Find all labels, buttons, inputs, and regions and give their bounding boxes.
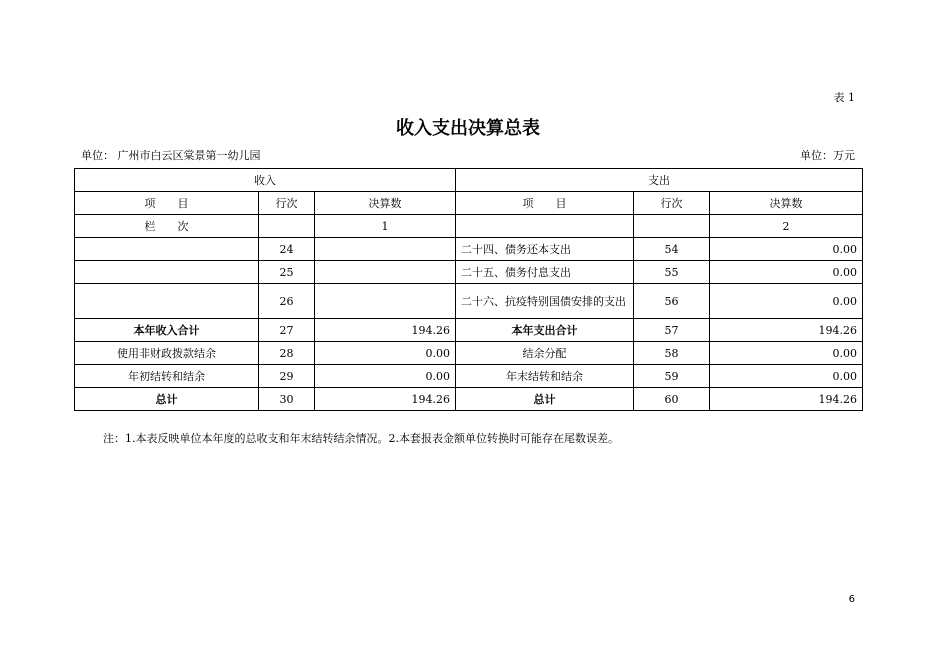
income-row-no: 26	[259, 284, 315, 319]
expense-amount: 0.00	[710, 238, 863, 261]
income-amount-header: 决算数	[315, 192, 456, 215]
expense-item: 本年支出合计	[456, 319, 634, 342]
income-expense-table	[74, 168, 863, 411]
income-row-no: 28	[259, 342, 315, 365]
table-row	[75, 261, 863, 284]
income-item: 年初结转和结余	[75, 365, 259, 388]
page-number: 6	[848, 594, 855, 605]
page-title: 收入支出决算总表	[396, 118, 540, 139]
table-row	[75, 284, 863, 319]
income-amount	[315, 238, 456, 261]
table-row-annual-total	[75, 319, 863, 342]
table-header-row-column-index	[75, 215, 863, 238]
income-amount	[315, 261, 456, 284]
unit-label-organization: 单位： 广州市白云区棠景第一幼儿园	[81, 149, 261, 162]
column-index-1: 1	[315, 215, 456, 238]
expense-item: 总计	[456, 388, 634, 411]
table-header-row-sections	[75, 169, 863, 192]
income-row-no: 29	[259, 365, 315, 388]
expense-item: 结余分配	[456, 342, 634, 365]
table-row	[75, 342, 863, 365]
expense-amount: 0.00	[710, 284, 863, 319]
income-amount: 194.26	[315, 388, 456, 411]
income-section-header: 收入	[75, 169, 456, 192]
table-row	[75, 238, 863, 261]
income-item	[75, 238, 259, 261]
expense-row-no: 58	[634, 342, 710, 365]
expense-item: 二十五、债务付息支出	[456, 261, 634, 284]
income-row-no-header: 行次	[259, 192, 315, 215]
expense-amount: 194.26	[710, 319, 863, 342]
expense-row-no: 55	[634, 261, 710, 284]
expense-amount-header: 决算数	[710, 192, 863, 215]
expense-row-no: 60	[634, 388, 710, 411]
expense-item: 二十四、债务还本支出	[456, 238, 634, 261]
expense-amount: 0.00	[710, 365, 863, 388]
column-index-label: 栏 次	[75, 215, 259, 238]
column-index-blank	[456, 215, 634, 238]
column-index-blank	[259, 215, 315, 238]
expense-item-header: 项 目	[456, 192, 634, 215]
expense-amount: 0.00	[710, 342, 863, 365]
table-row-grand-total	[75, 388, 863, 411]
table-number: 表 1	[833, 91, 855, 104]
income-amount: 0.00	[315, 342, 456, 365]
expense-row-no: 59	[634, 365, 710, 388]
expense-row-no: 56	[634, 284, 710, 319]
income-item-header: 项 目	[75, 192, 259, 215]
income-item: 使用非财政拨款结余	[75, 342, 259, 365]
expense-amount: 0.00	[710, 261, 863, 284]
expense-amount: 194.26	[710, 388, 863, 411]
income-row-no: 30	[259, 388, 315, 411]
column-index-blank	[634, 215, 710, 238]
expense-row-no: 54	[634, 238, 710, 261]
expense-row-no-header: 行次	[634, 192, 710, 215]
income-item	[75, 284, 259, 319]
income-amount: 194.26	[315, 319, 456, 342]
income-item: 本年收入合计	[75, 319, 259, 342]
table-row	[75, 365, 863, 388]
column-index-2: 2	[710, 215, 863, 238]
income-item	[75, 261, 259, 284]
expense-section-header: 支出	[456, 169, 863, 192]
expense-row-no: 57	[634, 319, 710, 342]
income-amount: 0.00	[315, 365, 456, 388]
table-footnote: 注：1.本表反映单位本年度的总收支和年末结转结余情况。2.本套报表金额单位转换时可能存在尾数误差。	[103, 432, 619, 445]
expense-item: 年末结转和结余	[456, 365, 634, 388]
expense-item: 二十六、抗疫特别国债安排的支出	[456, 284, 634, 319]
income-row-no: 27	[259, 319, 315, 342]
income-amount	[315, 284, 456, 319]
income-item: 总计	[75, 388, 259, 411]
income-row-no: 25	[259, 261, 315, 284]
unit-label-currency: 单位：万元	[800, 149, 855, 162]
table-header-row-columns	[75, 192, 863, 215]
income-row-no: 24	[259, 238, 315, 261]
